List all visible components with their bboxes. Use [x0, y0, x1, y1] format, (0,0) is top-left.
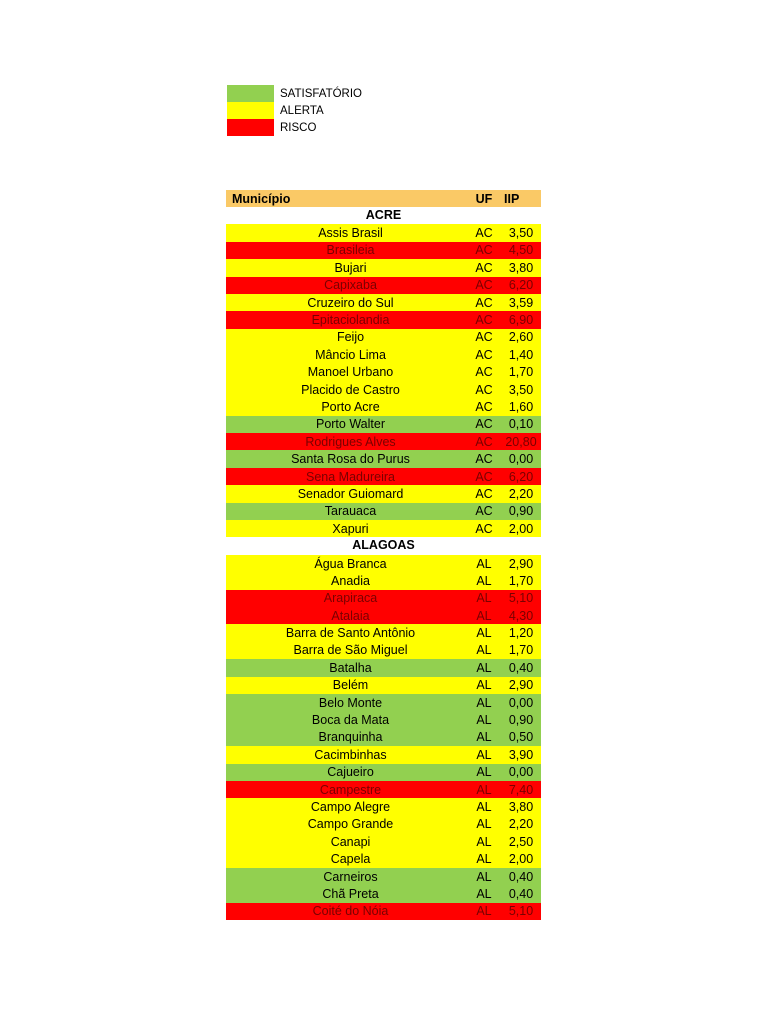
table-row [226, 381, 541, 398]
state-heading: ALAGOAS [226, 537, 541, 554]
cell-iip: 3,59 [508, 295, 534, 310]
table-row [226, 555, 541, 572]
cell-iip: 4,30 [508, 608, 534, 623]
cell-municipio: Brasileia [326, 243, 375, 258]
cell-municipio: Xapuri [332, 521, 369, 536]
legend [227, 85, 387, 136]
table-row [226, 659, 541, 676]
cell-iip: 3,50 [508, 226, 534, 241]
legend-item-satisfatorio [227, 85, 387, 102]
table-row [226, 833, 541, 850]
cell-uf: AC [475, 452, 493, 467]
cell-uf: AL [476, 660, 492, 675]
cell-municipio: Cruzeiro do Sul [307, 295, 394, 310]
cell-municipio: Campestre [319, 782, 382, 797]
cell-municipio: Capixaba [324, 278, 377, 293]
cell-iip: 6,90 [508, 313, 534, 328]
cell-uf: AC [475, 504, 493, 519]
cell-uf: AL [476, 713, 492, 728]
cell-iip: 0,00 [508, 452, 534, 467]
cell-municipio: Coité do Nóia [312, 904, 389, 919]
table-row [226, 764, 541, 781]
cell-uf: AL [476, 765, 492, 780]
cell-municipio: Mâncio Lima [315, 347, 386, 362]
cell-uf: AC [475, 313, 493, 328]
cell-uf: AL [476, 643, 492, 658]
cell-uf: AC [475, 330, 493, 345]
cell-uf: AL [476, 730, 492, 745]
cell-iip: 3,80 [508, 799, 534, 814]
legend-item-alerta [227, 102, 387, 119]
cell-iip: 6,20 [508, 278, 534, 293]
cell-iip: 3,90 [508, 747, 534, 762]
cell-iip: 5,10 [508, 591, 534, 606]
cell-municipio: Água Branca [314, 556, 387, 571]
cell-iip: 5,10 [508, 904, 534, 919]
cell-uf: AC [475, 399, 493, 414]
cell-iip: 4,50 [508, 243, 534, 258]
cell-iip: 1,70 [508, 643, 534, 658]
cell-iip: 0,10 [508, 417, 534, 432]
state-heading: ACRE [226, 207, 541, 224]
cell-uf: AL [476, 678, 492, 693]
cell-uf: AL [476, 834, 492, 849]
cell-uf: AC [475, 486, 493, 501]
cell-iip: 2,60 [508, 330, 534, 345]
table-row [226, 746, 541, 763]
table-row [226, 711, 541, 728]
cell-municipio: Campo Alegre [310, 799, 391, 814]
cell-uf: AC [475, 417, 493, 432]
cell-municipio: Bujari [334, 260, 367, 275]
legend-item-risco [227, 119, 387, 136]
cell-iip: 3,80 [508, 260, 534, 275]
cell-municipio: Carneiros [323, 869, 378, 884]
table-row [226, 520, 541, 537]
cell-municipio: Placido de Castro [301, 382, 400, 397]
table-row [226, 677, 541, 694]
cell-municipio: Tarauaca [324, 504, 377, 519]
cell-uf: AL [476, 799, 492, 814]
cell-iip: 1,70 [508, 573, 534, 588]
table-row [226, 729, 541, 746]
table-row [226, 885, 541, 902]
cell-iip: 2,00 [508, 521, 534, 536]
legend-label: SATISFATÓRIO [280, 87, 362, 100]
legend-label: ALERTA [280, 104, 324, 117]
cell-municipio: Anadia [331, 573, 370, 588]
table-row [226, 311, 541, 328]
cell-municipio: Barra de Santo Antônio [285, 626, 416, 641]
cell-iip: 0,40 [508, 660, 534, 675]
table-row [226, 868, 541, 885]
cell-municipio: Santa Rosa do Purus [291, 452, 410, 467]
table-row [226, 346, 541, 363]
legend-swatch [227, 119, 274, 136]
cell-municipio: Boca da Mata [311, 713, 390, 728]
cell-municipio: Manoel Urbano [307, 365, 394, 380]
table-row [226, 816, 541, 833]
cell-iip: 2,90 [508, 678, 534, 693]
table-row [226, 294, 541, 311]
table-row [226, 329, 541, 346]
cell-municipio: Cajueiro [327, 765, 374, 780]
cell-uf: AC [475, 434, 493, 449]
cell-uf: AC [475, 226, 493, 241]
legend-swatch [227, 85, 274, 102]
cell-municipio: Capela [330, 852, 371, 867]
cell-iip: 3,50 [508, 382, 534, 397]
cell-uf: AC [475, 469, 493, 484]
cell-iip: 6,20 [508, 469, 534, 484]
header-iip: IIP [504, 191, 520, 206]
cell-municipio: Canapi [330, 834, 371, 849]
table-row [226, 607, 541, 624]
cell-municipio: Campo Grande [307, 817, 394, 832]
cell-uf: AL [476, 695, 492, 710]
table-row [226, 624, 541, 641]
table-row [226, 485, 541, 502]
cell-municipio: Porto Acre [321, 399, 380, 414]
cell-uf: AC [475, 243, 493, 258]
cell-municipio: Belém [332, 678, 369, 693]
cell-municipio: Sena Madureira [306, 469, 395, 484]
table-row [226, 416, 541, 433]
table-row [226, 642, 541, 659]
table-row [226, 572, 541, 589]
cell-municipio: Barra de São Miguel [293, 643, 408, 658]
table-row [226, 364, 541, 381]
cell-uf: AL [476, 904, 492, 919]
cell-uf: AC [475, 365, 493, 380]
cell-uf: AC [475, 347, 493, 362]
cell-uf: AL [476, 626, 492, 641]
cell-municipio: Batalha [329, 660, 372, 675]
cell-iip: 2,20 [508, 486, 534, 501]
table-row [226, 224, 541, 241]
table-row [226, 903, 541, 920]
cell-uf: AC [475, 260, 493, 275]
table-row [226, 398, 541, 415]
cell-municipio: Porto Walter [315, 417, 385, 432]
cell-iip: 1,60 [508, 399, 534, 414]
table-row [226, 590, 541, 607]
table-row [226, 694, 541, 711]
cell-iip: 1,40 [508, 347, 534, 362]
cell-uf: AL [476, 852, 492, 867]
cell-municipio: Belo Monte [318, 695, 383, 710]
cell-uf: AC [475, 278, 493, 293]
table-row [226, 781, 541, 798]
cell-iip: 7,40 [508, 782, 534, 797]
cell-uf: AC [475, 382, 493, 397]
cell-uf: AL [476, 886, 492, 901]
table-row [226, 503, 541, 520]
cell-uf: AL [476, 747, 492, 762]
cell-iip: 20,80 [505, 434, 537, 449]
cell-iip: 1,70 [508, 365, 534, 380]
cell-iip: 0,50 [508, 730, 534, 745]
cell-iip: 0,90 [508, 504, 534, 519]
cell-iip: 0,00 [508, 765, 534, 780]
cell-iip: 2,90 [508, 556, 534, 571]
cell-iip: 2,50 [508, 834, 534, 849]
cell-municipio: Senador Guiomard [297, 486, 404, 501]
legend-label: RISCO [280, 121, 317, 134]
cell-uf: AL [476, 556, 492, 571]
cell-iip: 2,00 [508, 852, 534, 867]
cell-municipio: Atalaia [331, 608, 370, 623]
cell-uf: AL [476, 817, 492, 832]
cell-iip: 0,90 [508, 713, 534, 728]
table-row [226, 450, 541, 467]
cell-municipio: Branquinha [318, 730, 383, 745]
cell-uf: AL [476, 573, 492, 588]
legend-swatch [227, 102, 274, 119]
cell-municipio: Cacimbinhas [314, 747, 387, 762]
cell-uf: AC [475, 295, 493, 310]
cell-iip: 0,40 [508, 869, 534, 884]
header-municipio: Município [232, 191, 291, 206]
cell-uf: AC [475, 521, 493, 536]
cell-municipio: Feijo [336, 330, 365, 345]
cell-iip: 1,20 [508, 626, 534, 641]
cell-uf: AL [476, 608, 492, 623]
cell-uf: AL [476, 591, 492, 606]
table-row [226, 242, 541, 259]
table-row [226, 433, 541, 450]
header-uf: UF [475, 191, 493, 206]
table-row [226, 798, 541, 815]
cell-iip: 2,20 [508, 817, 534, 832]
cell-municipio: Assis Brasil [318, 226, 383, 241]
cell-uf: AL [476, 869, 492, 884]
table-row [226, 259, 541, 276]
table-row [226, 468, 541, 485]
cell-municipio: Epitaciolandia [311, 313, 390, 328]
table-row [226, 277, 541, 294]
table-header [226, 190, 541, 207]
cell-municipio: Rodrigues Alves [305, 434, 396, 449]
cell-iip: 0,40 [508, 886, 534, 901]
cell-municipio: Chã Preta [322, 886, 379, 901]
cell-municipio: Arapiraca [323, 591, 378, 606]
table-body [226, 207, 541, 920]
table-row [226, 850, 541, 867]
cell-uf: AL [476, 782, 492, 797]
cell-iip: 0,00 [508, 695, 534, 710]
municipality-table [226, 190, 541, 920]
